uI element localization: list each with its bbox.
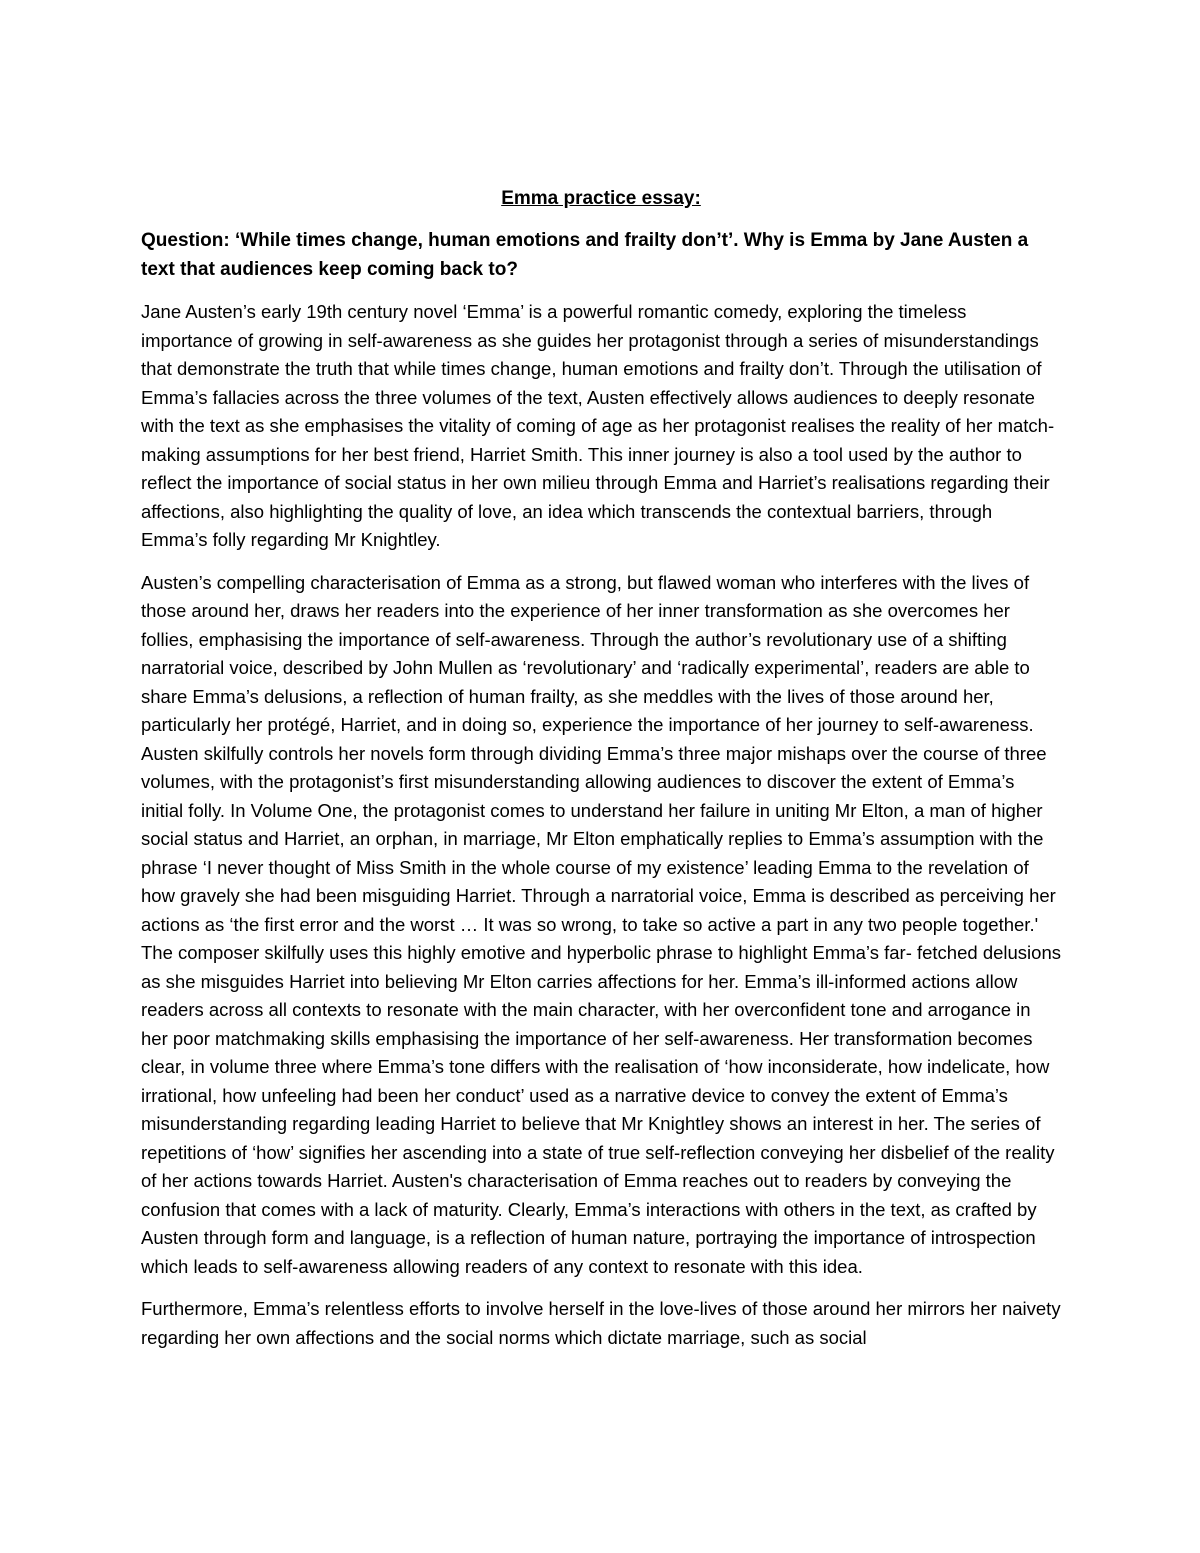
essay-title: Emma practice essay: [501,188,701,209]
essay-body [141,185,1061,1366]
paragraph-body-one: Austen’s compelling characterisation of Emma as a strong, but flawed woman who interferes with the lives of those around her, draws her readers into the experience of her inner transformation as she overcomes her follies, emphasising the importance of self-awareness. Through the author’s revolutionary use of a shifting narratorial voice, described by John Mullen as ‘revolutionary’ and ‘radically experimental’, readers are able to share Emma’s delusions, a reflection of human frailty, as she meddles with the lives of those around her, particularly her protégé, Harriet, and in doing so, experience the importance of her journey to self-awareness. Austen skilfully controls her novels form through dividing Emma’s three major mishaps over the course of three volumes, with the protagonist’s first misunderstanding allowing audiences to discover the extent of Emma’s initial folly. In Volume One, the protagonist comes to understand her failure in uniting Mr Elton, a man of higher social status and Harriet, an orphan, in marriage, Mr Elton emphatically replies to Emma’s assumption with the phrase ‘I never thought of Miss Smith in the whole course of my existence’ leading Emma to the revelation of how gravely she had been misguiding Harriet. Through a narratorial voice, Emma is described as perceiving her actions as ‘the first error and the worst … It was so wrong, to take so active a part in any two people together.' The composer skilfully uses this highly emotive and hyperbolic phrase to highlight Emma’s far- fetched delusions as she misguides Harriet into believing Mr Elton carries affections for her. Emma’s ill-informed actions allow readers across all contexts to resonate with the main character, with her overconfident tone and arrogance in her poor matchmaking skills emphasising the importance of her self-awareness. Her transformation becomes clear, in volume three where Emma’s tone differs with the realisation of ‘how inconsiderate, how indelicate, how irrational, how unfeeling had been her conduct’ used as a narrative device to convey the extent of Emma’s misunderstanding regarding leading Harriet to believe that Mr Knightley shows an interest in her. The series of repetitions of ‘how’ signifies her ascending into a state of true self-reflection conveying her disbelief of the reality of her actions towards Harriet. Austen's characterisation of Emma reaches out to readers by conveying the confusion that comes with a lack of maturity. Clearly, Emma’s interactions with others in the text, as crafted by Austen through form and language, is a reflection of human nature, portraying the importance of introspection which leads to self-awareness allowing readers of any context to resonate with this idea. [141,571,1061,1277]
essay-question: Question: ‘While times change, human emotions and frailty don’t’. Why is Emma by Jane Austen a text that audiences keep coming back to? [141,230,1029,280]
paragraph-body-two: Furthermore, Emma’s relentless efforts to involve herself in the love-lives of those around her mirrors her naivety regarding her own affections and the social norms which dictate marriage, such as social [141,1298,1061,1348]
paragraph-introduction: Jane Austen’s early 19th century novel ‘Emma’ is a powerful romantic comedy, exploring the timeless importance of growing in self-awareness as she guides her protagonist through a series of misunderstandings that demonstrate the truth that while times change, human emotions and frailty don’t. Through the utilisation of Emma’s fallacies across the three volumes of the text, Austen effectively allows audiences to deeply resonate with the text as she emphasises the vitality of coming of age as her protagonist realises the reality of her match-making assumptions for her best friend, Harriet Smith. This inner journey is also a tool used by the author to reflect the importance of social status in her own milieu through Emma and Harriet’s realisations regarding their affections, also highlighting the quality of love, an idea which transcends the contextual barriers, through Emma’s folly regarding Mr Knightley. [141,301,1055,550]
